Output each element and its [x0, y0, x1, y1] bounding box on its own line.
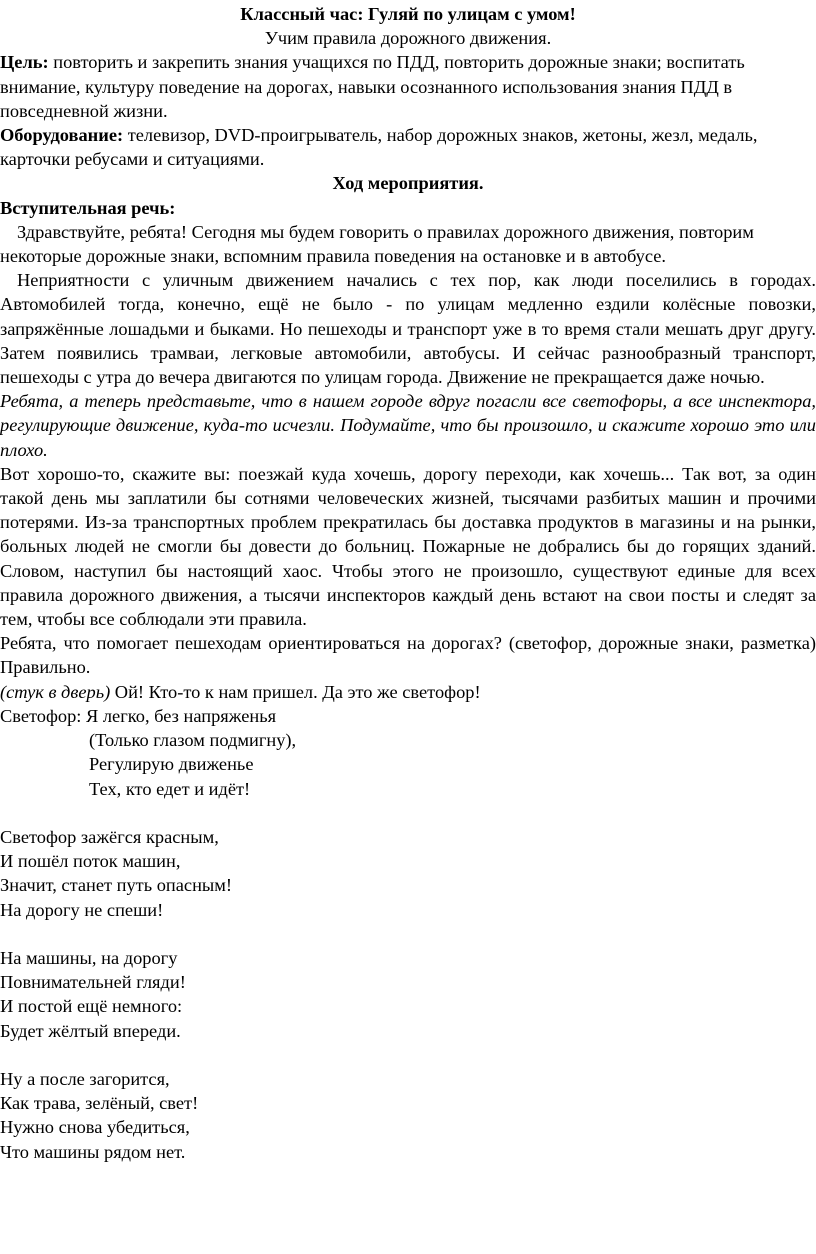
poem-line: Как трава, зелёный, свет!	[0, 1093, 199, 1114]
poem-stanza-4	[0, 1067, 816, 1164]
goal-label: Цель:	[0, 52, 49, 73]
poem-line: Тех, кто едет и идёт!	[89, 778, 251, 799]
history-paragraph: Неприятности с уличным движением начались с тех пор, как люди поселились в городах. Автомобилей тогда, конечно, ещё не было - по улицам медленно ездили колёсные повозки, запряжённые лошадьми и быками. Но пешеходы и транспорт уже в то время стали мешать друг другу. Затем появились трамваи, легковые автомобили, автобусы. И сейчас разнообразный транспорт, пешеходы с утра до вечера двигаются по улицам города. Движение не прекращается даже ночью.	[0, 270, 816, 388]
equipment-paragraph	[0, 123, 816, 171]
goal-text: повторить и закрепить знания учащихся по ПДД, повторить дорожные знаки; воспитать внимание, культуру поведение на дорогах, навыки осознанного использования знания ПДД в повседневной жизни.	[0, 52, 745, 121]
poem-line: (Только глазом подмигну),	[89, 730, 297, 751]
progress-heading: Ход мероприятия.	[332, 173, 484, 194]
poem-line: И пошёл поток машин,	[0, 851, 181, 872]
imagine-paragraph: Ребята, а теперь представьте, что в нашем городе вдруг погасли все светофоры, а все инспектора, регулирующие движение, куда-то исчезли. Подумайте, что бы произошло, и скажите хорошо это или плохо.	[0, 391, 816, 460]
question-paragraph: Ребята, что помогает пешеходам ориентироваться на дорогах? (светофор, дорожные знаки, разметка) Правильно.	[0, 633, 816, 678]
stanza-spacer	[0, 1043, 816, 1067]
poem-line: Что машины рядом нет.	[0, 1141, 186, 1162]
knock-text: Ой! Кто-то к нам пришел. Да это же светофор!	[110, 681, 481, 702]
poem-stanza-3	[0, 946, 816, 1043]
knock-stage-direction: (стук в дверь)	[0, 681, 111, 702]
poem-line: Светофор зажёгся красным,	[0, 826, 219, 847]
document-title: Классный час: Гуляй по улицам с умом!	[240, 4, 576, 24]
greeting-paragraph: Здравствуйте, ребята! Сегодня мы будем говорить о правилах дорожного движения, повторим некоторые дорожные знаки, вспомним правила поведения на остановке и в автобусе.	[0, 221, 754, 267]
goal-paragraph	[0, 50, 816, 123]
stanza-spacer	[0, 801, 816, 825]
poem-line: На машины, на дорогу	[0, 947, 178, 968]
poem-line: Повнимательней гляди!	[0, 972, 186, 993]
poem-line: Ну а после загорится,	[0, 1068, 170, 1089]
chaos-paragraph: Вот хорошо-то, скажите вы: поезжай куда хочешь, дорогу переходи, как хочешь... Так вот, за один такой день мы заплатили бы сотнями человеческих жизней, тысячами разбитых машин и прочими потерями. Из-за транспортных проблем прекратилась бы доставка продуктов в магазины и на рынки, больных людей не смогли бы довести до больниц. Пожарные не добрались бы до горящих зданий. Словом, наступил бы настоящий хаос. Чтобы этого не произошло, существуют единые для всех правила дорожного движения, а тысячи инспекторов каждый день встают на свои посты и следят за тем, чтобы все соблюдали эти правила.	[0, 463, 816, 630]
poem-line: На дорогу не спеши!	[0, 899, 164, 920]
poem-line: И постой ещё немного:	[0, 996, 183, 1017]
document-page	[0, 2, 816, 1164]
poem-stanza-1	[0, 704, 816, 801]
poem-line: Будет жёлтый впереди.	[0, 1020, 181, 1041]
equipment-text: телевизор, DVD-проигрыватель, набор дорожных знаков, жетоны, жезл, медаль, карточки ребусами и ситуациями.	[0, 125, 758, 170]
poem-line: Регулирую движенье	[89, 754, 254, 775]
poem-line: Нужно снова убедиться,	[0, 1117, 190, 1138]
document-subtitle: Учим правила дорожного движения.	[264, 28, 552, 49]
knock-paragraph	[0, 680, 816, 704]
equipment-label: Оборудование:	[0, 125, 124, 146]
poem-line: Значит, станет путь опасным!	[0, 875, 233, 896]
poem-stanza-2	[0, 825, 816, 922]
intro-heading: Вступительная речь:	[0, 197, 176, 218]
poem-line: Светофор: Я легко, без напряженья	[0, 705, 277, 726]
stanza-spacer	[0, 922, 816, 946]
